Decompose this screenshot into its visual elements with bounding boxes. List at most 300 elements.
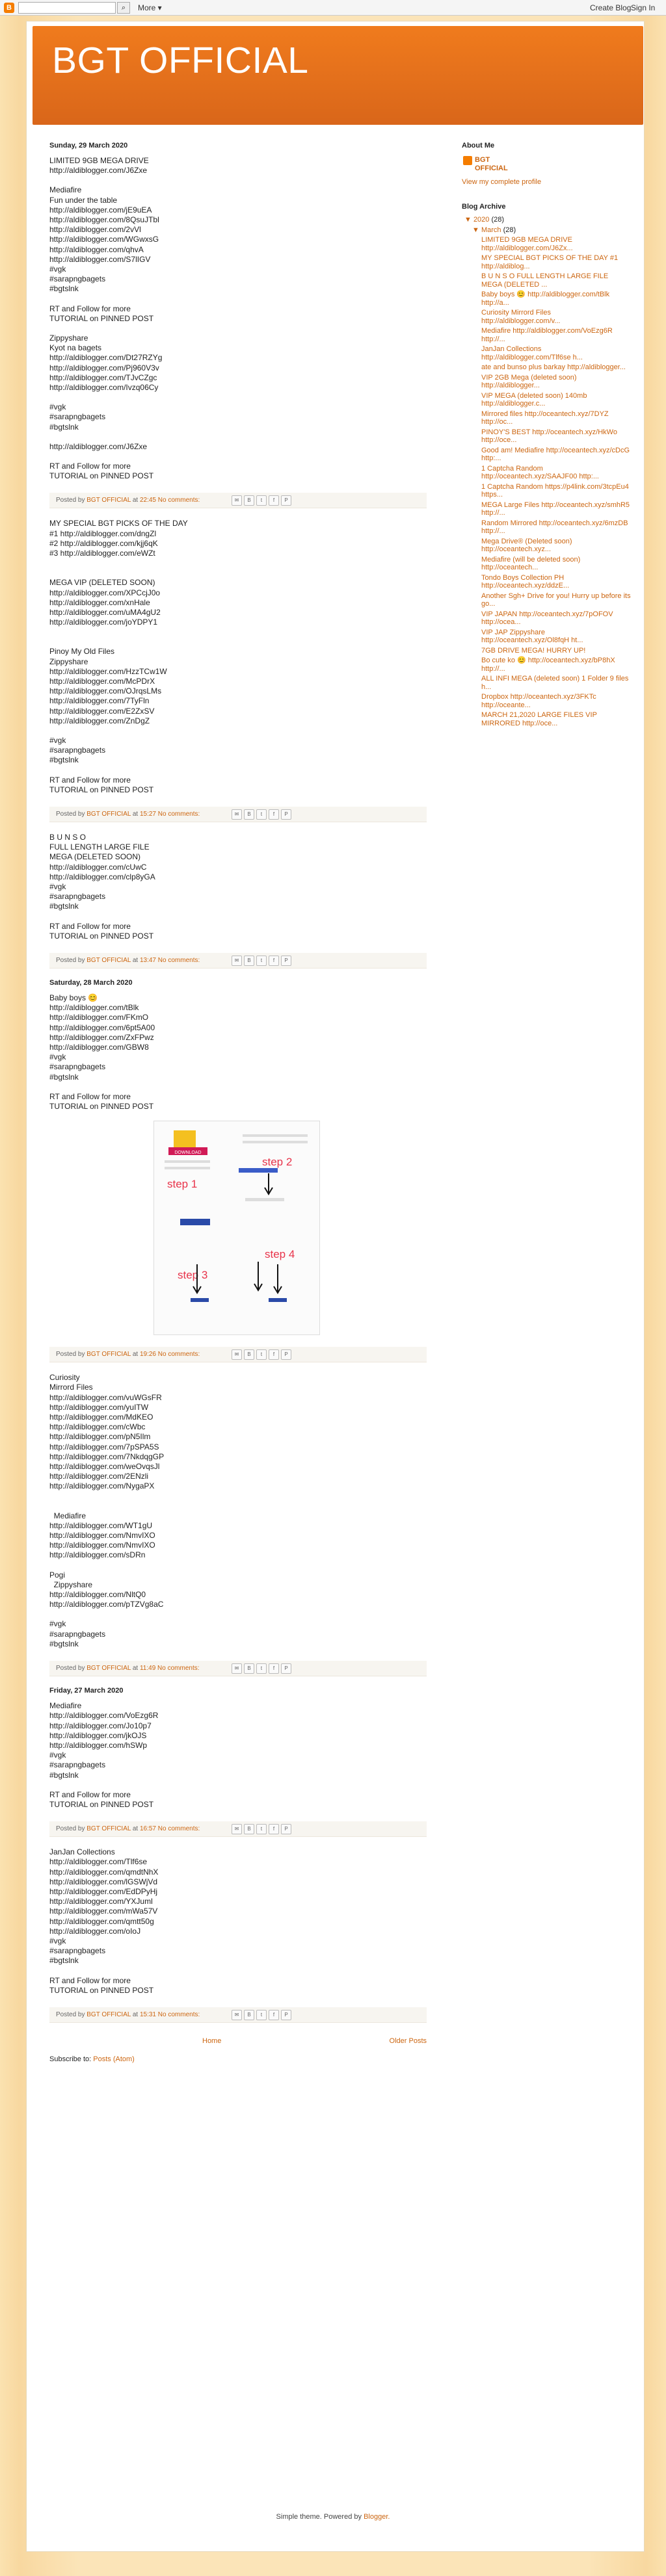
post-link-line[interactable]: http://aldiblogger.com/McPDrX: [49, 676, 155, 686]
post-body: [49, 993, 427, 1112]
pinterest-icon[interactable]: P: [281, 809, 291, 820]
archive-post-link[interactable]: ate and bunso plus barkay http://aldiblogger...: [481, 363, 626, 371]
archive-month-count: (28): [503, 226, 516, 234]
post-footer-info: [56, 2011, 200, 2018]
posts-atom-link[interactable]: Posts (Atom): [93, 2055, 135, 2063]
post-timestamp-link[interactable]: 13:47: [139, 956, 156, 964]
archive-post-link[interactable]: Tondo Boys Collection PH http://oceantech.xyz/ddzE...: [481, 573, 570, 590]
pinterest-icon[interactable]: P: [281, 1824, 291, 1834]
post-footer: [49, 2007, 427, 2023]
at-label: at: [132, 497, 139, 504]
archive-post-link[interactable]: VIP JAPAN http://oceantech.xyz/7pOFOV http://ocea...: [481, 610, 613, 626]
post-link-line[interactable]: http://aldiblogger.com/Pj960V3v: [49, 363, 159, 372]
post-text-line: #vgk: [49, 402, 66, 412]
email-icon[interactable]: ✉: [232, 1824, 242, 1834]
post-link-line[interactable]: http://aldiblogger.com/HzzTCw1W: [49, 666, 167, 676]
post-text-line: RT and Follow for more: [49, 304, 131, 313]
post-text-line: #bgtslnk: [49, 1956, 79, 1966]
post-text-line: #bgtslnk: [49, 902, 79, 911]
post-timestamp-link[interactable]: 19:26: [139, 1351, 156, 1359]
profile-name-link[interactable]: BGT OFFICIAL: [475, 156, 508, 172]
at-label: at: [132, 1665, 139, 1672]
post-link-line[interactable]: http://aldiblogger.com/joYDPY1: [49, 618, 158, 627]
twitter-icon[interactable]: t: [256, 1824, 267, 1834]
post-text-line: #bgtslnk: [49, 284, 79, 294]
post-text-line: [49, 1082, 427, 1092]
blog-this-icon[interactable]: B: [244, 495, 254, 506]
post-link-line[interactable]: http://aldiblogger.com/WT1gU: [49, 1520, 153, 1530]
archive-post-link[interactable]: Baby boys 😊 http://aldiblogger.com/tBlk http://a...: [481, 291, 610, 307]
post-link-line[interactable]: http://aldiblogger.com/lGSWjVd: [49, 1877, 158, 1886]
post-text-line: [49, 912, 427, 922]
post-footer: [49, 493, 427, 508]
archive-post-link[interactable]: Mediafire (will be deleted soon) http://oceantech...: [481, 555, 581, 571]
facebook-icon[interactable]: f: [269, 956, 279, 966]
posted-by-label: Posted by: [56, 1825, 85, 1833]
post-link-line[interactable]: http://aldiblogger.com/7pSPA5S: [49, 1442, 159, 1451]
post-text-line: RT and Follow for more: [49, 1789, 131, 1799]
pinterest-icon[interactable]: P: [281, 956, 291, 966]
twitter-icon[interactable]: t: [256, 2010, 267, 2020]
post-author-link[interactable]: BGT OFFICIAL: [87, 2010, 131, 2018]
email-icon[interactable]: ✉: [232, 809, 242, 820]
post-text-line: [49, 637, 427, 647]
post-text-line: [49, 1561, 427, 1570]
post-text-line: Mediafire: [49, 1701, 82, 1711]
post-link-line[interactable]: http://aldiblogger.com/jE9uEA: [49, 205, 152, 215]
post-link-line[interactable]: http://aldiblogger.com/pTZVg8aC: [49, 1600, 164, 1609]
post-link-line[interactable]: http://aldiblogger.com/Tlf6se: [49, 1857, 148, 1867]
post-timestamp-link[interactable]: 15:31: [139, 2010, 156, 2018]
subscribe-label: Subscribe to:: [49, 2055, 92, 2063]
blog-title[interactable]: BGT OFFICIAL: [52, 40, 309, 81]
archive-post-link[interactable]: Curiosity Mirrord Files http://aldiblogger.com/v...: [481, 309, 561, 325]
facebook-icon[interactable]: f: [269, 1349, 279, 1360]
download-graphic: [174, 1130, 196, 1149]
post-link-line[interactable]: http://aldiblogger.com/WGwxsG: [49, 235, 159, 244]
blog-this-icon[interactable]: B: [244, 1349, 254, 1360]
twitter-icon[interactable]: t: [256, 1349, 267, 1360]
archive-post-link[interactable]: VIP JAP Zippyshare http://oceantech.xyz/Ol8fqH ht...: [481, 628, 583, 644]
post-text-line: [49, 176, 427, 185]
post-text-line: MEGA (DELETED SOON): [49, 852, 141, 862]
at-label: at: [132, 956, 139, 964]
post-text-line: #sarapngbagets: [49, 412, 106, 422]
post-link-line[interactable]: http://aldiblogger.com/NmvIXO: [49, 1541, 155, 1550]
post-link-line[interactable]: http://aldiblogger.com/jkOJS: [49, 1730, 147, 1740]
pinterest-icon[interactable]: P: [281, 2010, 291, 2020]
post-link-line[interactable]: http://aldiblogger.com/FKmO: [49, 1013, 149, 1022]
post-link-line[interactable]: http://aldiblogger.com/Jo10p7: [49, 1721, 152, 1730]
post-link-line[interactable]: http://aldiblogger.com/XPCcjJ0o: [49, 588, 161, 597]
archive-post-link[interactable]: VIP MEGA (deleted soon) 140mb http://aldiblogger.c...: [481, 391, 587, 408]
post-link-line[interactable]: http://aldiblogger.com/OJrqsLMs: [49, 686, 162, 696]
step-1-label: step 1: [167, 1178, 198, 1191]
post-text-line: #vgk: [49, 1052, 66, 1062]
posted-by-label: Posted by: [56, 810, 85, 818]
post-text-line: Mediafire: [49, 185, 82, 195]
post-link-line[interactable]: http://aldiblogger.com/Dt27RZYg: [49, 353, 163, 363]
post-text-line: FULL LENGTH LARGE FILE: [49, 842, 150, 852]
post-author-link[interactable]: BGT OFFICIAL: [87, 810, 131, 818]
post-link-line[interactable]: http://aldiblogger.com/2ENzli: [49, 1472, 149, 1481]
share-buttons: [232, 2010, 293, 2020]
post-comments-link[interactable]: No comments:: [157, 956, 200, 964]
post-text-line: MY SPECIAL BGT PICKS OF THE DAY: [49, 519, 188, 528]
post-footer-info: [56, 497, 200, 504]
post-author-link[interactable]: BGT OFFICIAL: [87, 1351, 131, 1359]
at-label: at: [132, 810, 139, 818]
archive-post-link[interactable]: B U N S O FULL LENGTH LARGE FILE MEGA (DELETED ...: [481, 272, 609, 289]
post-text-line: RT and Follow for more: [49, 1975, 131, 1985]
email-icon[interactable]: ✉: [232, 2010, 242, 2020]
post-footer: [49, 1661, 427, 1676]
post-link-line[interactable]: http://aldiblogger.com/vuWGsFR: [49, 1392, 162, 1402]
post-footer-info: [56, 1825, 200, 1832]
blog-this-icon[interactable]: B: [244, 1824, 254, 1834]
blog-this-icon[interactable]: B: [244, 1663, 254, 1674]
post-link-line[interactable]: http://aldiblogger.com/Ivzq06Cy: [49, 383, 159, 393]
post-text-line: [49, 1492, 427, 1502]
post-text-line: JanJan Collections: [49, 1847, 115, 1857]
facebook-icon[interactable]: f: [269, 1663, 279, 1674]
profile-widget: [462, 155, 631, 186]
blog-archive-title: Blog Archive: [462, 203, 506, 211]
post-text-line: MEGA VIP (DELETED SOON): [49, 578, 155, 588]
post-link-line[interactable]: http://aldiblogger.com/xnHale: [49, 597, 150, 607]
post-date-header: Friday, 27 March 2020: [49, 1687, 124, 1695]
post-link-line[interactable]: http://aldiblogger.com/J6Zxe: [49, 166, 148, 176]
twitter-icon[interactable]: t: [256, 1663, 267, 1674]
post-text-line: Baby boys 😊: [49, 993, 98, 1002]
post-text-line: Mediafire: [49, 1511, 87, 1520]
post-footer-info: [56, 811, 200, 818]
sign-in-link[interactable]: Sign In: [631, 3, 656, 12]
pinterest-icon[interactable]: P: [281, 495, 291, 506]
post-text-line: TUTORIAL on PINNED POST: [49, 785, 154, 794]
post-text-line: #sarapngbagets: [49, 1946, 106, 1956]
post-text-line: Zippyshare: [49, 1580, 93, 1589]
share-buttons: [232, 956, 293, 966]
facebook-icon[interactable]: f: [269, 1824, 279, 1834]
post-text-line: [49, 1502, 427, 1511]
at-label: at: [132, 1825, 139, 1833]
post-text-line: Zippyshare: [49, 657, 88, 666]
posted-by-label: Posted by: [56, 2010, 85, 2018]
post-link-line[interactable]: http://aldiblogger.com/J6Zxe: [49, 441, 148, 451]
post-comments-link[interactable]: No comments:: [157, 1351, 200, 1359]
post-text-line: RT and Follow for more: [49, 1091, 131, 1101]
archive-post-link[interactable]: 1 Captcha Random http://oceantech.xyz/SAAJF00 http:...: [481, 464, 599, 480]
post-comments-link[interactable]: No comments:: [157, 497, 200, 504]
post-timestamp-link[interactable]: 16:57: [139, 1825, 156, 1833]
post-text-line: [49, 627, 427, 637]
share-buttons: [232, 1349, 293, 1360]
post-body: [49, 833, 427, 941]
share-buttons: [232, 809, 293, 820]
archive-year-toggle[interactable]: ▼ 2020: [464, 216, 490, 224]
post-body: [49, 1847, 427, 1996]
post-text-line: Mirrord Files: [49, 1383, 93, 1392]
post-link-line[interactable]: http://aldiblogger.com/qhvA: [49, 244, 144, 254]
archive-post-link[interactable]: JanJan Collections http://aldiblogger.com/Tlf6se h...: [481, 345, 583, 361]
post-link-line[interactable]: http://aldiblogger.com/tBlk: [49, 1003, 139, 1013]
blogger-navbar: [0, 0, 666, 16]
home-link[interactable]: Home: [202, 2036, 222, 2045]
post-text-line: [49, 432, 427, 442]
post-footer-info: [56, 1665, 200, 1672]
post-text-line: TUTORIAL on PINNED POST: [49, 313, 154, 323]
archive-post-link[interactable]: MEGA Large Files http://oceantech.xyz/smhR5 http://...: [481, 501, 630, 517]
blogger-profile-icon[interactable]: [463, 156, 472, 165]
post-link-line[interactable]: http://aldiblogger.com/qmdtNhX: [49, 1867, 159, 1877]
post-link-line[interactable]: http://aldiblogger.com/cUwC: [49, 862, 147, 872]
post-text-line: RT and Follow for more: [49, 775, 131, 785]
blog-this-icon[interactable]: B: [244, 956, 254, 966]
archive-post-link[interactable]: Mega Drive® (Deleted soon) http://oceantech.xyz...: [481, 537, 572, 553]
post-link-line[interactable]: http://aldiblogger.com/ZxFPwz: [49, 1032, 154, 1042]
main-column: [49, 137, 427, 2063]
post-link-line[interactable]: http://aldiblogger.com/7NkdqgGP: [49, 1451, 165, 1461]
archive-post-link[interactable]: Another Sgh+ Drive for you! Hurry up before its go...: [481, 592, 631, 608]
archive-post-link[interactable]: PINOY'S BEST http://oceantech.xyz/HkWo http://oce...: [481, 428, 617, 444]
post-comments-link[interactable]: No comments:: [157, 1665, 200, 1672]
pinterest-icon[interactable]: P: [281, 1349, 291, 1360]
post-text-line: LIMITED 9GB MEGA DRIVE: [49, 156, 149, 165]
tutorial-steps-image: [153, 1121, 320, 1335]
post-link-line[interactable]: #2 http://aldiblogger.com/kjj6qK: [49, 538, 158, 548]
archive-post-link[interactable]: VIP 2GB Mega (deleted soon) http://aldiblogger...: [481, 373, 577, 389]
post-link-line[interactable]: http://aldiblogger.com/2vVl: [49, 225, 141, 235]
post-link-line[interactable]: #3 http://aldiblogger.com/eWZt: [49, 549, 155, 558]
post-footer: [49, 953, 427, 969]
step-3-label: step 3: [178, 1269, 208, 1282]
post-text-line: #vgk: [49, 1936, 66, 1945]
post-date-header: Saturday, 28 March 2020: [49, 978, 133, 987]
post-author-link[interactable]: BGT OFFICIAL: [87, 497, 131, 504]
post-text-line: #vgk: [49, 1750, 66, 1760]
post-text-line: [49, 452, 427, 462]
share-buttons: [232, 1824, 293, 1834]
post-body: [49, 1373, 427, 1649]
post-text-line: #sarapngbagets: [49, 746, 106, 755]
archive-post-link[interactable]: Bo cute ko 😊 http://oceantech.xyz/bP8hX http://...: [481, 657, 615, 673]
post-link-line[interactable]: http://aldiblogger.com/MdKEO: [49, 1412, 153, 1422]
post-author-link[interactable]: BGT OFFICIAL: [87, 1825, 131, 1833]
facebook-icon[interactable]: f: [269, 2010, 279, 2020]
archive-post-link[interactable]: Dropbox http://oceantech.xyz/3FKTc http://oceante...: [481, 693, 596, 709]
post-body: [49, 1701, 427, 1810]
post-footer-info: [56, 1351, 200, 1358]
post-text-line: #bgtslnk: [49, 755, 79, 765]
post-link-line[interactable]: http://aldiblogger.com/8QsuJTbl: [49, 215, 159, 225]
blog-this-icon[interactable]: B: [244, 809, 254, 820]
create-blog-link[interactable]: Create Blog: [590, 3, 632, 12]
post-text-line: [49, 1609, 427, 1619]
post-text-line: Zippyshare: [49, 333, 88, 343]
post-timestamp-link[interactable]: 15:27: [139, 810, 156, 818]
post-text-line: [49, 568, 427, 578]
post-text-line: RT and Follow for more: [49, 462, 131, 471]
post-footer: [49, 807, 427, 822]
share-buttons: [232, 1663, 293, 1674]
post-text-line: TUTORIAL on PINNED POST: [49, 1799, 154, 1809]
post-link-line[interactable]: http://aldiblogger.com/ZnDgZ: [49, 716, 150, 725]
step-4-label: step 4: [265, 1248, 295, 1261]
facebook-icon[interactable]: f: [269, 809, 279, 820]
post-footer: [49, 1821, 427, 1837]
posted-by-label: Posted by: [56, 1351, 85, 1359]
post-text-line: #bgtslnk: [49, 1770, 79, 1780]
pinterest-icon[interactable]: P: [281, 1663, 291, 1674]
step-2-label: step 2: [262, 1156, 293, 1169]
post-text-line: TUTORIAL on PINNED POST: [49, 471, 154, 481]
archive-post-link[interactable]: Mediafire http://aldiblogger.com/VoEzg6R http://...: [481, 327, 613, 343]
archive-post-link[interactable]: MARCH 21,2020 LARGE FILES VIP MIRRORED http://oce...: [481, 711, 597, 727]
posted-by-label: Posted by: [56, 956, 85, 964]
email-icon[interactable]: ✉: [232, 495, 242, 506]
post-footer: [49, 1347, 427, 1362]
post-text-line: [49, 766, 427, 775]
email-icon[interactable]: ✉: [232, 1663, 242, 1674]
post-link-line[interactable]: http://aldiblogger.com/NmvIXO: [49, 1531, 155, 1541]
blogger-link[interactable]: Blogger.: [364, 2513, 390, 2521]
about-me-title: About Me: [462, 142, 495, 150]
post-link-line[interactable]: http://aldiblogger.com/EdDPyHj: [49, 1886, 158, 1896]
post-link-line[interactable]: http://aldiblogger.com/qmtt50g: [49, 1916, 154, 1926]
post-text-line: [49, 294, 427, 304]
post-text-line: Pogi: [49, 1570, 66, 1580]
at-label: at: [132, 2010, 139, 2018]
post-text-line: TUTORIAL on PINNED POST: [49, 931, 154, 941]
post-text-line: #vgk: [49, 881, 66, 891]
at-label: at: [132, 1351, 139, 1359]
view-profile-link[interactable]: View my complete profile: [462, 178, 542, 186]
email-icon[interactable]: ✉: [232, 1349, 242, 1360]
search-icon[interactable]: ⌕: [117, 2, 130, 14]
more-menu[interactable]: More ▾: [138, 3, 162, 12]
post-text-line: Pinoy My Old Files: [49, 647, 115, 657]
post-text-line: [49, 324, 427, 333]
archive-post-link[interactable]: MY SPECIAL BGT PICKS OF THE DAY #1 http://aldiblog...: [481, 254, 619, 270]
blogger-logo-icon[interactable]: B: [4, 3, 14, 13]
post-timestamp-link[interactable]: 22:45: [139, 497, 156, 504]
share-buttons: [232, 495, 293, 506]
post-link-line[interactable]: http://aldiblogger.com/TJvCZgc: [49, 372, 157, 382]
post-text-line: #sarapngbagets: [49, 1760, 106, 1770]
post-text-line: #sarapngbagets: [49, 892, 106, 902]
post-text-line: Fun under the table: [49, 195, 118, 205]
sidebar: [462, 142, 631, 729]
twitter-icon[interactable]: t: [256, 495, 267, 506]
post-text-line: #bgtslnk: [49, 1072, 79, 1082]
post-timestamp-link[interactable]: 11:49: [139, 1665, 156, 1672]
archive-post-link[interactable]: Mirrored files http://oceantech.xyz/7DYZ http://oc...: [481, 410, 609, 426]
post-text-line: TUTORIAL on PINNED POST: [49, 1985, 154, 1995]
post-date-header: Sunday, 29 March 2020: [49, 142, 128, 150]
post-text-line: B U N S O: [49, 832, 87, 842]
post-link-line[interactable]: http://aldiblogger.com/uMA4gU2: [49, 607, 161, 617]
post-link-line[interactable]: #1 http://aldiblogger.com/dngZl: [49, 528, 157, 538]
post-link-line[interactable]: http://aldiblogger.com/VoEzg6R: [49, 1711, 159, 1721]
post-text-line: #vgk: [49, 265, 66, 274]
post-link-line[interactable]: http://aldiblogger.com/clp8yGA: [49, 872, 155, 881]
post-link-line[interactable]: http://aldiblogger.com/E2ZxSV: [49, 706, 155, 716]
twitter-icon[interactable]: t: [256, 956, 267, 966]
post-text-line: [49, 726, 427, 736]
blog-pager: [49, 2033, 427, 2053]
blog-archive: [462, 216, 631, 727]
posted-by-label: Posted by: [56, 1665, 85, 1672]
facebook-icon[interactable]: f: [269, 495, 279, 506]
post-comments-link[interactable]: No comments:: [157, 2010, 200, 2018]
archive-post-link[interactable]: ALL INFI MEGA (deleted soon) 1 Folder 9 files h...: [481, 675, 629, 691]
post-text-line: #sarapngbagets: [49, 274, 106, 284]
archive-post-link[interactable]: LIMITED 9GB MEGA DRIVE http://aldiblogger.com/J6Zx...: [481, 236, 573, 252]
archive-post-link[interactable]: Random Mirrored http://oceantech.xyz/6mzDB http://...: [481, 519, 628, 535]
post-link-line[interactable]: http://aldiblogger.com/yuITW: [49, 1402, 149, 1412]
blog-this-icon[interactable]: B: [244, 2010, 254, 2020]
post-link-line[interactable]: http://aldiblogger.com/hSWp: [49, 1740, 148, 1750]
email-icon[interactable]: ✉: [232, 956, 242, 966]
archive-post-link[interactable]: Good am! Mediafire http://oceantech.xyz/cDcG http:...: [481, 446, 630, 462]
post-link-line[interactable]: http://aldiblogger.com/cWbc: [49, 1422, 146, 1432]
post-link-line[interactable]: http://aldiblogger.com/sDRn: [49, 1550, 146, 1560]
post-text-line: #bgtslnk: [49, 1639, 79, 1648]
post-text-line: RT and Follow for more: [49, 921, 131, 931]
post-link-line[interactable]: http://aldiblogger.com/YXJuml: [49, 1897, 153, 1906]
archive-year-count: (28): [491, 216, 505, 224]
post-text-line: Curiosity: [49, 1373, 80, 1383]
post-body: [49, 156, 427, 481]
attribution: [0, 2513, 666, 2521]
subscribe-widget: [49, 2055, 427, 2063]
post-footer-info: [56, 957, 200, 964]
post-author-link[interactable]: BGT OFFICIAL: [87, 1665, 131, 1672]
post-link-line[interactable]: http://aldiblogger.com/NltQ0: [49, 1590, 146, 1600]
post-comments-link[interactable]: No comments:: [157, 810, 200, 818]
posted-by-label: Posted by: [56, 497, 85, 504]
blog-header: [33, 26, 643, 125]
post-text-line: [49, 1966, 427, 1976]
post-text-line: #vgk: [49, 735, 66, 745]
archive-post-link[interactable]: 7GB DRIVE MEGA! HURRY UP!: [481, 646, 586, 655]
search-input[interactable]: [18, 2, 116, 14]
post-link-line[interactable]: http://aldiblogger.com/mWa57V: [49, 1906, 158, 1916]
post-text-line: #sarapngbagets: [49, 1629, 106, 1639]
post-link-line[interactable]: http://aldiblogger.com/weOvqsJl: [49, 1462, 160, 1472]
post-text-line: [49, 393, 427, 402]
post-link-line[interactable]: http://aldiblogger.com/pN5Ilm: [49, 1432, 151, 1442]
post-text-line: #vgk: [49, 1619, 66, 1629]
post-link-line[interactable]: http://aldiblogger.com/7TyFln: [49, 696, 150, 706]
post-text-line: Kyot na bagets: [49, 343, 102, 353]
archive-month-toggle[interactable]: ▼ March: [472, 226, 501, 234]
archive-post-link[interactable]: 1 Captcha Random https://p4link.com/3tcpEu4 https...: [481, 482, 629, 499]
post-link-line[interactable]: http://aldiblogger.com/GBW8: [49, 1043, 149, 1052]
twitter-icon[interactable]: t: [256, 809, 267, 820]
post-body: [49, 519, 427, 794]
post-link-line[interactable]: http://aldiblogger.com/S7lIGV: [49, 254, 151, 264]
post-text-line: [49, 1780, 427, 1790]
post-link-line[interactable]: http://aldiblogger.com/oIoJ: [49, 1926, 141, 1936]
download-label: DOWNLOAD: [174, 1151, 202, 1156]
post-link-line[interactable]: http://aldiblogger.com/6pt5A00: [49, 1022, 155, 1032]
post-author-link[interactable]: BGT OFFICIAL: [87, 956, 131, 964]
older-posts-link[interactable]: Older Posts: [389, 2036, 427, 2045]
post-comments-link[interactable]: No comments:: [157, 1825, 200, 1833]
post-link-line[interactable]: http://aldiblogger.com/NygaPX: [49, 1481, 155, 1491]
